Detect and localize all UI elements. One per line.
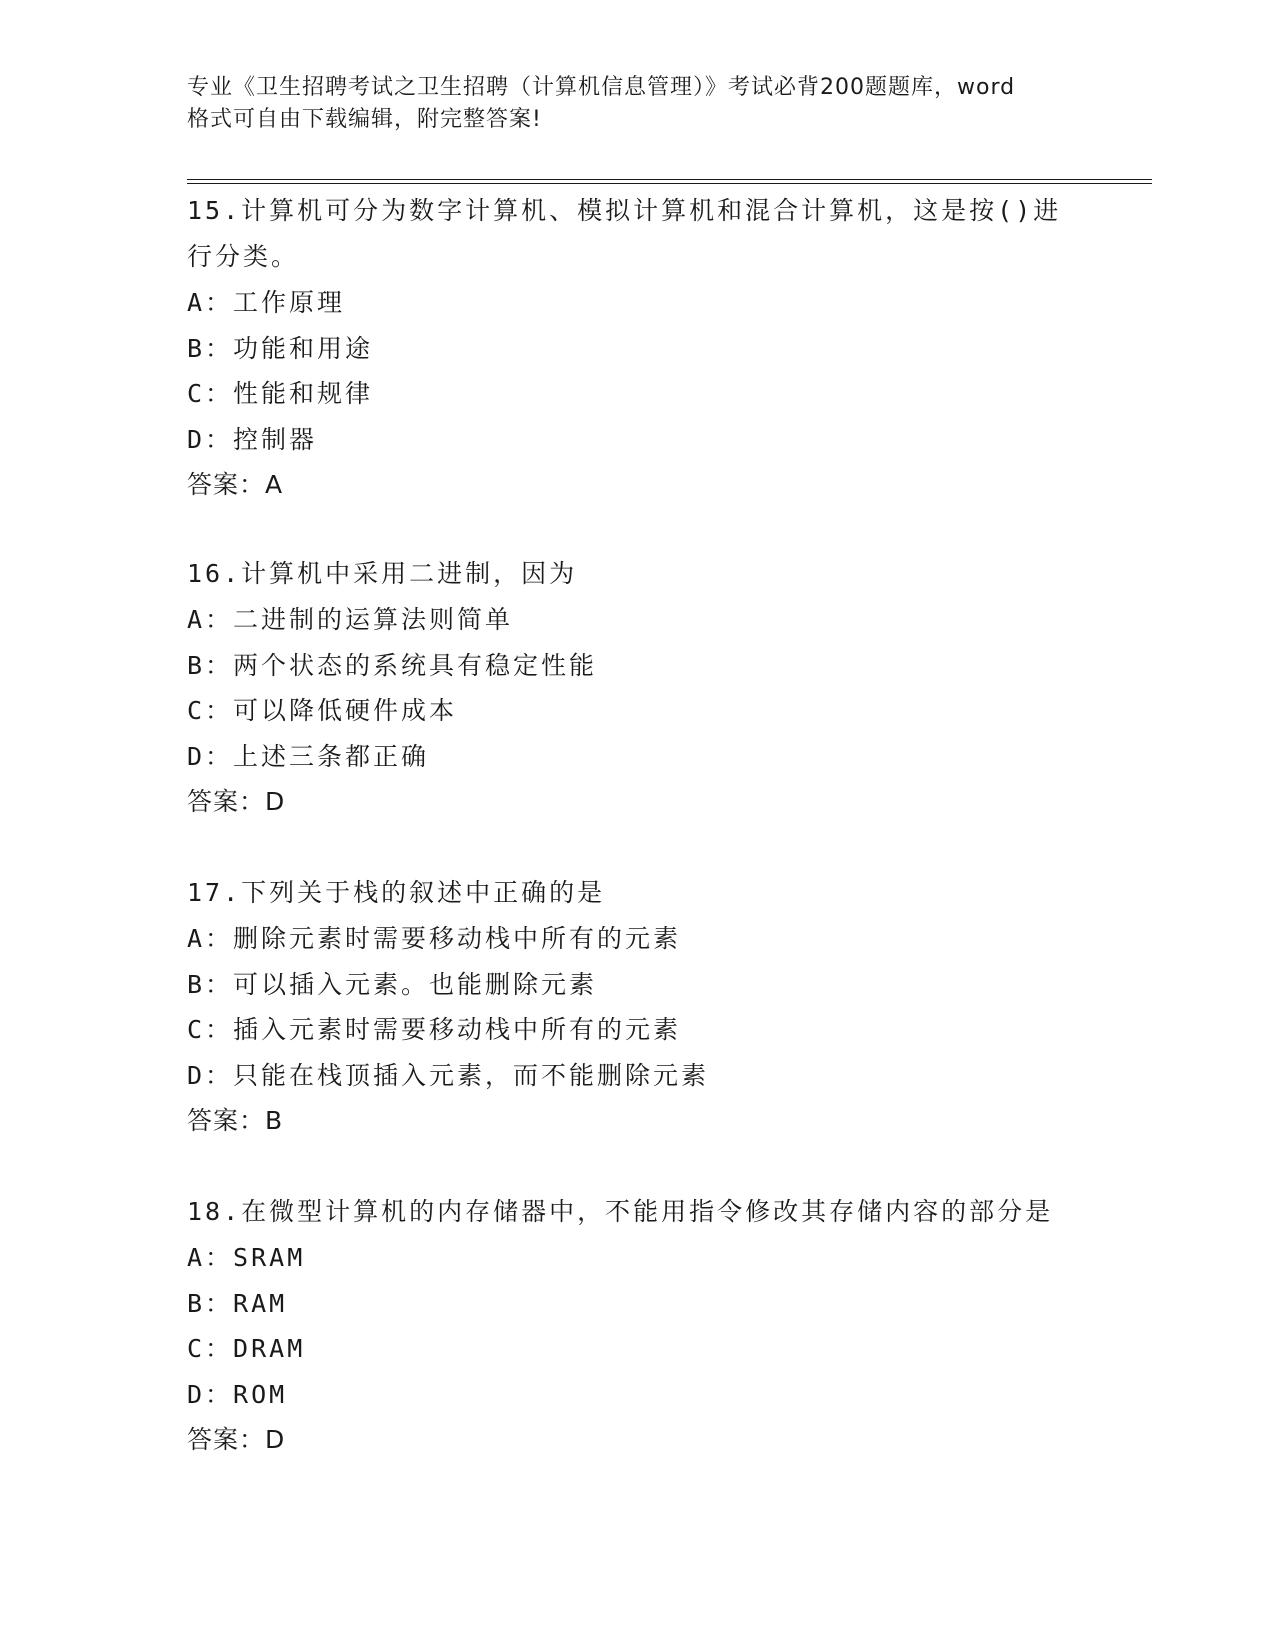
answer-line: 答案：B — [187, 1106, 284, 1136]
question-stem-line-1: 17.下列关于栈的叙述中正确的是 — [187, 878, 606, 907]
option-c: C：可以降低硬件成本 — [187, 696, 458, 726]
option-c: C：DRAM — [187, 1334, 306, 1364]
option-b: B：RAM — [187, 1288, 288, 1318]
option-b: B：可以插入元素。也能删除元素 — [187, 969, 598, 999]
option-d: D：ROM — [187, 1379, 288, 1409]
option-d: D：上述三条都正确 — [187, 741, 430, 771]
answer-line: 答案：D — [187, 787, 286, 817]
option-a: A：删除元素时需要移动栈中所有的元素 — [187, 924, 682, 953]
question-stem-line-1: 15.计算机可分为数字计算机、模拟计算机和混合计算机，这是按()进 — [187, 196, 1062, 225]
option-c: C：性能和规律 — [187, 379, 374, 409]
question-15 — [187, 188, 1087, 508]
header-divider-top — [187, 179, 1152, 180]
header-line-1: 专业《卫生招聘考试之卫生招聘（计算机信息管理）》考试必背200题题库，word — [187, 75, 1016, 100]
question-18 — [187, 1189, 1087, 1463]
option-a: A：SRAM — [187, 1243, 306, 1272]
option-a: A：工作原理 — [187, 288, 346, 317]
question-stem-line-2: 行分类。 — [187, 242, 300, 271]
question-stem-line-1: 18.在微型计算机的内存储器中，不能用指令修改其存储内容的部分是 — [187, 1197, 1054, 1226]
answer-line: 答案：A — [187, 470, 284, 500]
question-stem-line-1: 16.计算机中采用二进制，因为 — [187, 559, 578, 588]
option-d: D：只能在栈顶插入元素，而不能删除元素 — [187, 1060, 710, 1090]
option-a: A：二进制的运算法则简单 — [187, 605, 514, 634]
option-c: C：插入元素时需要移动栈中所有的元素 — [187, 1015, 682, 1045]
header-line-2: 格式可自由下载编辑，附完整答案! — [187, 107, 542, 132]
option-d: D：控制器 — [187, 424, 318, 454]
option-b: B：功能和用途 — [187, 333, 374, 363]
document-header — [187, 72, 1087, 136]
option-b: B：两个状态的系统具有稳定性能 — [187, 650, 598, 680]
header-divider-bottom — [187, 183, 1152, 184]
question-16 — [187, 551, 1087, 825]
answer-line: 答案：D — [187, 1425, 286, 1455]
question-17 — [187, 870, 1087, 1144]
